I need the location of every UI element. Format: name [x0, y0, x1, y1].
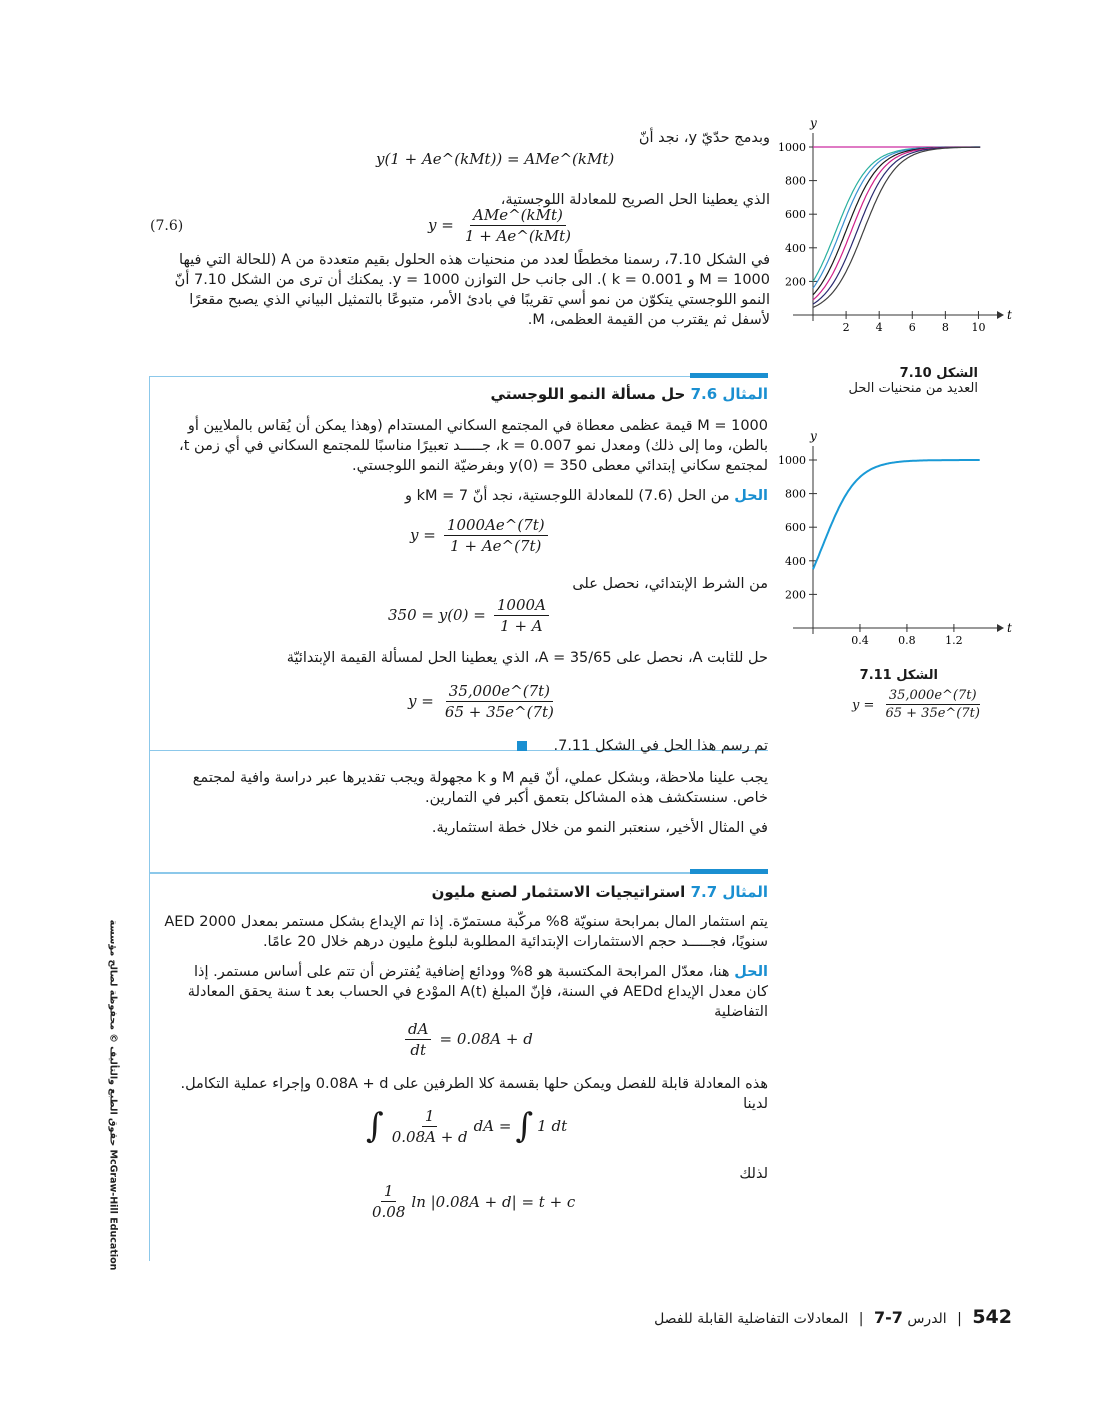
- x-axis-label: t: [1007, 621, 1012, 635]
- example-7-6-solution-label: الحل: [734, 488, 768, 504]
- de-denominator: dt: [410, 1041, 427, 1059]
- y-tick-label: 600: [785, 521, 806, 535]
- page-footer: [654, 1306, 1012, 1328]
- x-tick-label: 8: [941, 321, 949, 334]
- integral-mid: dA =: [473, 1117, 512, 1135]
- note-line-3: في المثال الأخير، سنعتبر النمو من خلال خطة استثمارية.: [431, 820, 768, 836]
- intro-line-4: لأسفل ثم يقترب من القيمة العظمى، M.: [527, 312, 770, 328]
- example-7-6-label: المثال: [722, 385, 768, 403]
- note-line-1: يجب علينا ملاحظة، وبشكل عملي، أنّ قيم M و k مجهولة ويجب تقديرها عبر دراسة وافية لمجتمع: [192, 770, 768, 786]
- eq-c-denominator: 65 + 35e^(7t): [444, 703, 554, 721]
- solve-constant-line: حل للثابت A، نحصل على A = 35/65، الذي يعطينا الحل لمسألة القيمة الإبتدائيّة: [286, 650, 768, 666]
- y-axis-label: y: [810, 429, 817, 443]
- y-tick-label: 1000: [778, 454, 806, 467]
- eq-7-6-denominator: 1 + Ae^(kMt): [464, 227, 572, 245]
- example-7-6-heading: [268, 384, 768, 404]
- log-equation: [366, 1182, 575, 1221]
- fig-7-11-denominator: 65 + 35e^(7t): [885, 706, 980, 721]
- figure-7-11-caption: [738, 668, 938, 683]
- example-7-6-equation-b: [388, 596, 552, 635]
- copyright-text: حقوق الطبع والتأليف © محفوظة لصالح مؤسسة McGraw-Hill Education: [107, 919, 119, 1271]
- x-tick-label: 0.8: [898, 634, 916, 647]
- example-7-6-solution-line: [158, 486, 768, 506]
- lesson-title: المعادلات التفاضلية القابلة للفصل: [654, 1311, 849, 1327]
- intro-line-1: في الشكل 7.10، رسمنا مخططًا لعدد من منحنيات هذه الحلول بقيم متعددة من A (للحالة التي فيها: [179, 252, 770, 268]
- eq-b-denominator: 1 + A: [500, 617, 543, 635]
- solution-curve-5: [813, 147, 980, 300]
- de-fraction: [405, 1020, 431, 1059]
- x-tick-label: 1.2: [945, 634, 963, 647]
- example-7-6-number: 7.6: [690, 385, 718, 403]
- figure-7-10-caption: [738, 366, 978, 396]
- example-7-7-problem-line-2: سنويًا، فجـــــد حجم الاستثمارات الإبتدائية المطلوبة لبلوغ مليون درهم خلال 20 عامًا.: [262, 934, 768, 950]
- intro-line-2: M = 1000 و k = 0.001 ). الى جانب حل التوازن y = 1000. يمكنك أن ترى من الشكل 7.10 أنّ: [174, 272, 770, 288]
- y-tick-label: 200: [785, 588, 806, 602]
- eq-a-denominator: 1 + Ae^(7t): [450, 537, 542, 555]
- y-tick-label: 800: [785, 487, 806, 501]
- log-rhs: ln |0.08A + d| = t + c: [411, 1192, 576, 1211]
- example-7-7-solution: [158, 962, 768, 1022]
- intro-paragraph: [150, 250, 770, 330]
- example-7-6-title: حل مسألة النمو اللوجستي: [490, 385, 686, 403]
- x-axis-arrow: [997, 311, 1004, 319]
- lesson-number: 7-7: [873, 1308, 903, 1327]
- y-tick-label: 400: [785, 554, 806, 568]
- example-7-7-number: 7.7: [690, 883, 718, 901]
- eq-7-6-lhs: y =: [428, 216, 454, 234]
- example-7-7-title: استراتيجيات الاستثمار لصنع مليون: [431, 883, 686, 901]
- de-numerator: dA: [405, 1020, 431, 1040]
- de-rhs: = 0.08A + d: [439, 1030, 533, 1048]
- example-7-6-equation-c: [408, 682, 560, 721]
- y-tick-label: 400: [785, 241, 806, 255]
- eq-7-6-numerator: AMe^(kMt): [470, 206, 566, 226]
- separable-line-2: لدينا: [743, 1096, 768, 1112]
- equation-7-6: [428, 206, 577, 245]
- eq-b-lhs: 350 = y(0) =: [388, 606, 486, 624]
- y-tick-label: 600: [785, 208, 806, 222]
- example-7-7-problem-line-1: يتم استثمار المال بمرابحة سنويّة 8% مركّبة مستمرّة. إذا تم الإيداع بشكل مستمر بمعدل AED 2000: [164, 914, 768, 930]
- integral-rhs: 1 dt: [537, 1117, 568, 1135]
- integral-sign-left: ∫: [366, 1106, 384, 1146]
- solution-curve: [813, 460, 980, 569]
- log-numerator: 1: [381, 1182, 397, 1202]
- eq-c-numerator: 35,000e^(7t): [446, 682, 553, 702]
- integral-sign-right: ∫: [515, 1106, 534, 1146]
- y-tick-label: 200: [785, 275, 806, 289]
- eq-c-lhs: y =: [408, 692, 434, 710]
- eq-a-fraction: [444, 516, 548, 555]
- fig-7-11-numerator: 35,000e^(7t): [886, 688, 980, 705]
- example-7-7-top-border: [149, 872, 768, 874]
- page-number: 542: [972, 1306, 1012, 1328]
- eq-a-numerator: 1000Ae^(7t): [444, 516, 548, 536]
- eq-b-numerator: 1000A: [494, 596, 549, 616]
- figure-7-11-title: الشكل 7.11: [859, 668, 938, 683]
- separable-line-1: هذه المعادلة قابلة للفصل ويمكن حلها بقسمة كلا الطرفين على 0.08A + d وإجراء عملية التكامل.: [180, 1076, 768, 1092]
- figure-7-11-chart: [775, 418, 1010, 653]
- equation-1: y(1 + Ae^(kMt)) = AMe^(kMt): [376, 150, 615, 168]
- differential-equation: [402, 1020, 533, 1059]
- example-7-7-solution-line-3: التفاضلية: [714, 1004, 768, 1020]
- example-7-6-solution-text: من الحل (7.6) للمعادلة اللوجستية، نجد أنّ kM = 7 و: [405, 488, 730, 504]
- figure-7-10-description: العديد من منحنيات الحل: [848, 381, 978, 396]
- x-axis-label: t: [1007, 308, 1012, 322]
- example-7-6-equation-a: [410, 516, 551, 555]
- log-denominator: 0.08: [372, 1203, 406, 1221]
- example-7-6-top-bar: [690, 373, 768, 378]
- example-7-7-heading: [268, 882, 768, 902]
- figure-7-10-title: الشكل 7.10: [899, 366, 978, 381]
- example-7-6-problem-line-2: بالطن، وما إلى ذلك) ومعدل نمو k = 0.007، جـــــد تعبيرًا مناسبًا للمجتمع السكاني في أي زمن t،: [179, 438, 768, 454]
- example-7-7-problem: [158, 912, 768, 952]
- integrate-line: وبدمج حدّيّ y، نجد أنّ: [638, 130, 770, 146]
- plotted-line: تم رسم هذا الحل في الشكل 7.11.: [553, 738, 768, 754]
- y-tick-label: 800: [785, 174, 806, 188]
- eq-b-fraction: [494, 596, 549, 635]
- x-tick-label: 10: [971, 321, 986, 334]
- solution-curve-4: [813, 147, 980, 295]
- example-7-7-label: المثال: [722, 883, 768, 901]
- x-tick-label: 4: [875, 321, 883, 334]
- end-of-example-marker: [517, 741, 527, 751]
- footer-separator-2: |: [858, 1311, 864, 1327]
- copyright-sidebar: [104, 919, 122, 1271]
- example-7-6-problem: [158, 416, 768, 476]
- integral-numerator: 1: [422, 1107, 438, 1127]
- note-paragraph: [158, 768, 768, 808]
- eq-a-lhs: y =: [410, 526, 436, 544]
- note-line-2: خاص. سنستكشف هذه المشاكل بتعمق أكبر في التمارين.: [424, 790, 768, 806]
- fig-7-11-fraction: [882, 688, 982, 721]
- solution-curve-3: [813, 147, 980, 288]
- example-7-7-solution-line-1: [158, 962, 768, 982]
- x-axis-arrow: [997, 624, 1004, 632]
- example-7-7-top-bar: [690, 869, 768, 874]
- footer-separator-1: |: [957, 1311, 962, 1327]
- x-tick-label: 6: [908, 321, 916, 334]
- eq-c-fraction: [442, 682, 557, 721]
- example-7-6-problem-line-3: لمجتمع سكاني إبتدائي معطى y(0) = 350 وبفرضيّة النمو اللوجستي.: [352, 458, 768, 474]
- eq-7-6-fraction: [462, 206, 574, 245]
- example-7-7-solution-line-2: كان معدل الإيداع AEDd في السنة، فإنّ المبلغ A(t) الموْدع في الحساب بعد t سنة يحقق المعادلة: [187, 984, 768, 1000]
- solution-curve-7: [813, 147, 980, 307]
- example-7-7-solution-label: الحل: [734, 964, 768, 980]
- y-axis-label: y: [810, 116, 817, 130]
- left-margin-line: [149, 376, 150, 1261]
- therefore-line: لذلك: [739, 1166, 768, 1182]
- example-7-6-problem-line-1: M = 1000 قيمة عظمى معطاة في المجتمع السكاني المستدام (وهذا يمكن أن يُقاس بالملايين أو: [187, 418, 768, 434]
- equation-number: (7.6): [150, 218, 184, 234]
- initial-condition-line: من الشرط الإبتدائي، نحصل على: [572, 576, 768, 592]
- lesson-label: الدرس: [907, 1311, 947, 1327]
- log-fraction: [369, 1182, 408, 1221]
- x-tick-label: 2: [842, 321, 850, 334]
- explicit-solution-line: الذي يعطينا الحل الصريح للمعادلة اللوجستية،: [500, 192, 770, 208]
- intro-line-3: النمو اللوجستي يتكوّن من نمو أسي تقريبًا في بادئ الأمر، متبوعًا بالتمثيل البياني الذي يصبح مقعرًا: [189, 292, 770, 308]
- y-tick-label: 1000: [778, 141, 806, 154]
- figure-7-10-chart: [775, 105, 1010, 340]
- fig-7-11-lhs: y =: [852, 698, 875, 713]
- example-7-7-solution-text: هنا، معدّل المرابحة المكتسبة هو 8% وودائع إضافية يُفترض أن تتم على أساس مستمر. إذا: [194, 964, 730, 980]
- integral-fraction: [389, 1107, 471, 1146]
- integral-equation: [366, 1106, 567, 1146]
- figure-7-11-formula: [852, 688, 986, 721]
- x-tick-label: 0.4: [851, 634, 869, 647]
- integral-denominator: 0.08A + d: [391, 1127, 468, 1146]
